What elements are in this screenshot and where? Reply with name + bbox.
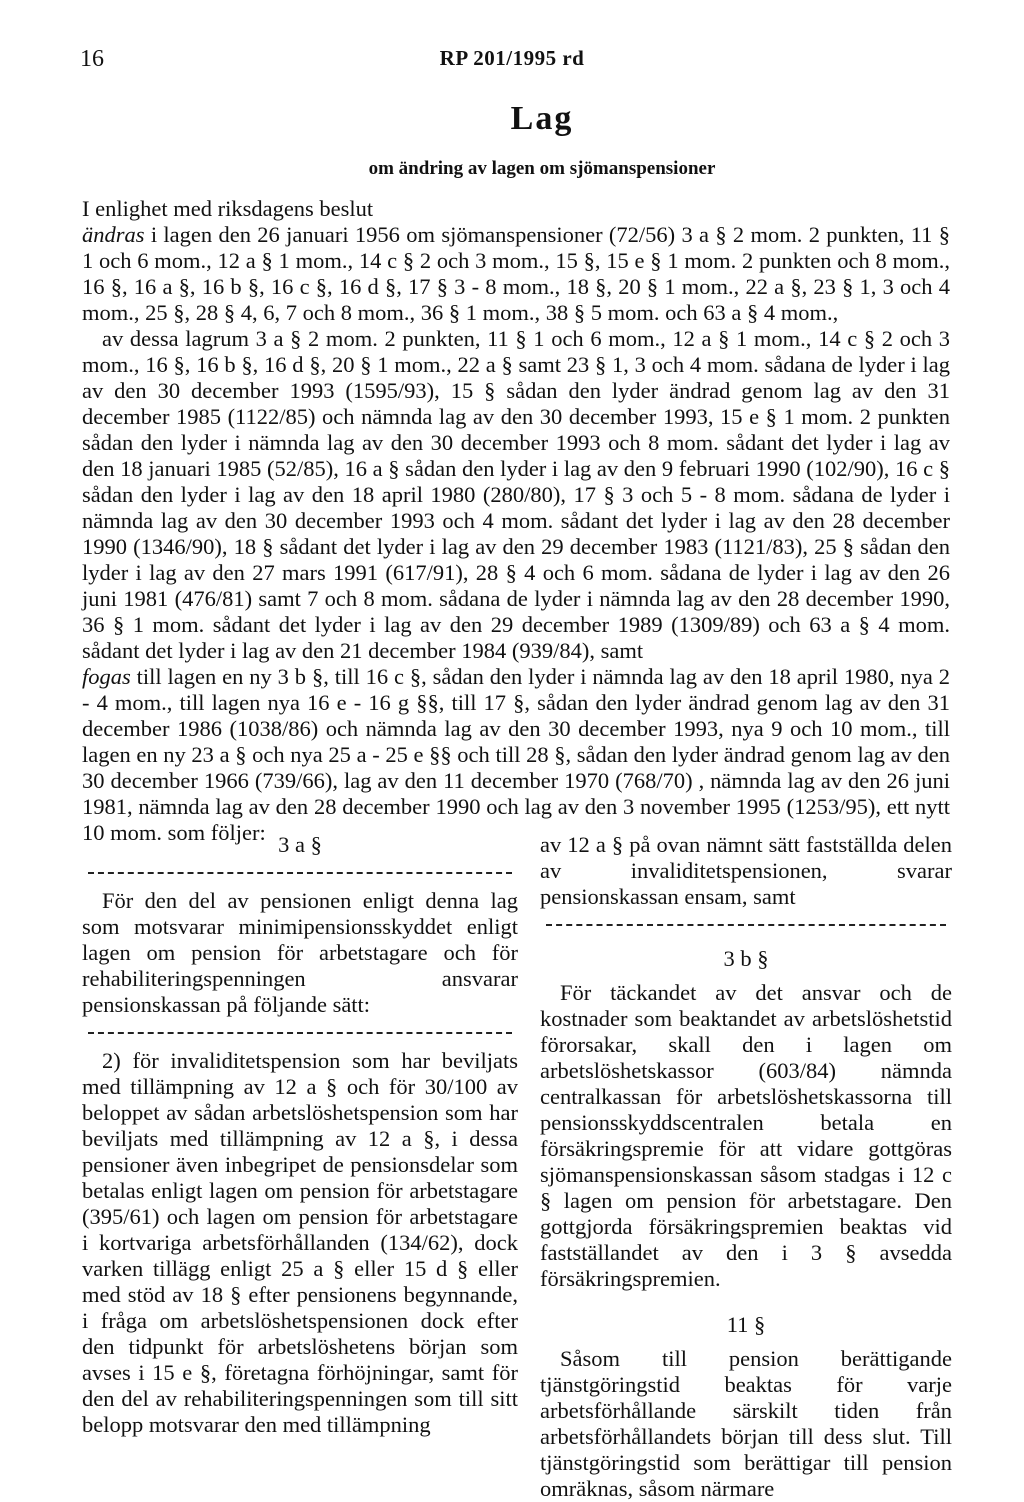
omission-divider (88, 872, 512, 874)
fogas-lead: fogas (82, 664, 131, 689)
andras-text: i lagen den 26 januari 1956 om sjömanspensioner (72/56) 3 a § 2 mom. 2 punkten, 11 § 1 och 6 mom., 12 a § 1 mom., 14 c § 2 och 3 mom., 15 §, 15 e § 1 mom. 2 punkten och 8 mom., 16 §, 16 a §, 16 b §, 16 c §, 16 d §, 17 § 3 - 8 mom., 18 §, 20 § 1 mom., 22 a §, 23 § 1, 3 och 4 mom., 25 §, 28 § 4, 6, 7 och 8 mom., 36 § 1 mom., 38 § 5 mom. och 63 a § 4 mom., (82, 222, 950, 325)
section-heading-3b: 3 b § (723, 946, 769, 971)
introductory-clause (82, 196, 950, 846)
amendment-paragraph (82, 222, 950, 326)
section-heading-3a: 3 a § (278, 832, 322, 857)
fogas-text: till lagen en ny 3 b §, till 16 c §, sådan den lyder i nämnda lag av den 18 april 1980, nya 2 - 4 mom., till lagen nya 16 e - 16 g §§, till 17 §, sådan den lyder ändrad genom lag av den 31 december 1986 (1038/86) och nämnda lag av den 30 december 1993, nya 9 och 10 mom., till lagen en ny 23 a § och nya 25 a - 25 e §§ och till 28 §, sådan den lyder ändrad genom lag av den 30 december 1966 (739/66), lag av den 11 december 1970 (768/70) , nämnda lag av den 26 juni 1981, nämnda lag av den 28 december 1990 och lag av den 3 november 1995 (1253/95), ett nytt 10 mom. som följer: (82, 664, 950, 845)
resolution-line: I enlighet med riksdagens beslut (82, 196, 374, 221)
omission-divider (88, 1032, 512, 1034)
section-3a-paragraph-2: 2) för invaliditetspension som har beviljats med tillämpning av 12 a § och för 30/100 av beloppet av sådan arbetslöshetspension som har beviljats med tillämpning av 12 a §, i dessa pensioner även inbegripet de pensionsdelar som betalas enligt lagen om pension för arbetstagare (395/61) och lagen om pension för arbetstagare i kortvariga arbetsförhållanden (134/62), dock varken tillägg enligt 25 a § eller 15 d § eller med stöd av 18 § efter pensionens begynnande, i fråga om arbetslöshetspensionen dock efter den tidpunkt för arbetslöshetens början som avses i 15 e §, företagna förhöjningar, samt för den del av rehabiliteringspenningen som till sitt belopp motsvarar den med tillämpning (82, 1048, 518, 1437)
section-heading-11: 11 § (726, 1312, 766, 1337)
page-number: 16 (80, 46, 104, 72)
right-column (540, 832, 952, 1502)
law-title: Lag (510, 100, 574, 137)
andras-lead: ändras (82, 222, 145, 247)
section-3b-text: För täckandet av det ansvar och de kostnader som beaktandet av arbetslöshetstid förorsakar, skall den i lagen om arbetslöshetskassor (603/84) nämnda centralkassan för arbetslöshetskassorna till pensionsskyddscentralen betala en försäkringspremie för att vidare gottgöras sjömanspensionskassan såsom stadgas i 12 c § lagen om pension för arbetstagare. Den gottgjorda försäkringspremien beaktas vid fastställandet av den i 3 § avsedda försäkringspremien. (540, 980, 952, 1291)
repealed-provisions-paragraph: av dessa lagrum 3 a § 2 mom. 2 punkten, 11 § 1 och 6 mom., 12 a § 1 mom., 14 c § 2 och 3 mom., 16 §, 16 b §, 16 d §, 20 § 1 mom., 22 a § samt 23 § 1, 3 och 4 mom. sådana de lyder i lag av den 30 december 1993 (1595/93), 15 § sådan den lyder ändrad genom lag av den 31 december 1985 (1122/85) och nämnda lag av den 30 december 1993, 15 e § 1 mom. 2 punkten sådan den lyder i nämnda lag av den 30 december 1993 och 8 mom. sådant det lyder i lag av den 18 januari 1985 (52/85), 16 a § sådan den lyder i lag av den 9 februari 1990 (102/90), 16 c § sådan den lyder i lag av den 18 april 1980 (280/80), 17 § 3 och 5 - 8 mom. sådana de lyder i nämnda lag av den 30 december 1993 och 4 mom. sådant det lyder i lag av den 28 december 1990 (1346/90), 18 § sådant det lyder i lag av den 29 december 1983 (1121/83), 25 § sådan den lyder i lag av den 27 mars 1991 (617/91), 28 § 4 och 6 mom. sådana de lyder i lag av den 26 juni 1981 (476/81) samt 7 och 8 mom. sådana de lyder i nämnda lag av den 28 december 1990, 36 § 1 mom. sådant det lyder i lag av den 29 december 1989 (1309/89) och 63 a § 4 mom. sådant det lyder i lag av den 21 december 1984 (939/84), samt (82, 326, 950, 663)
section-3a-paragraph-1: För den del av pensionen enligt denna lag som motsvarar minimipensionsskyddet enligt lagen om pension för arbetstagare och för rehabiliteringspenningen ansvarar pensionskassan på följande sätt: (82, 888, 518, 1017)
document-id: RP 201/1995 rd (439, 46, 585, 70)
continued-text: av 12 a § på ovan nämnt sätt fastställda delen av invaliditetspensionen, svarar pensionskassan ensam, samt (540, 832, 952, 909)
law-subtitle: om ändring av lagen om sjömanspensioner (368, 158, 716, 179)
addition-paragraph (82, 664, 950, 846)
left-column (82, 832, 518, 1438)
omission-divider (546, 924, 946, 926)
section-11-text: Såsom till pension berättigande tjänstgöringstid beaktas för varje arbetsförhållande särskilt tiden från arbetsförhållandets början till dess slut. Till tjänstgöringstid som berättigar till pension omräknas, såsom närmare (540, 1346, 952, 1501)
